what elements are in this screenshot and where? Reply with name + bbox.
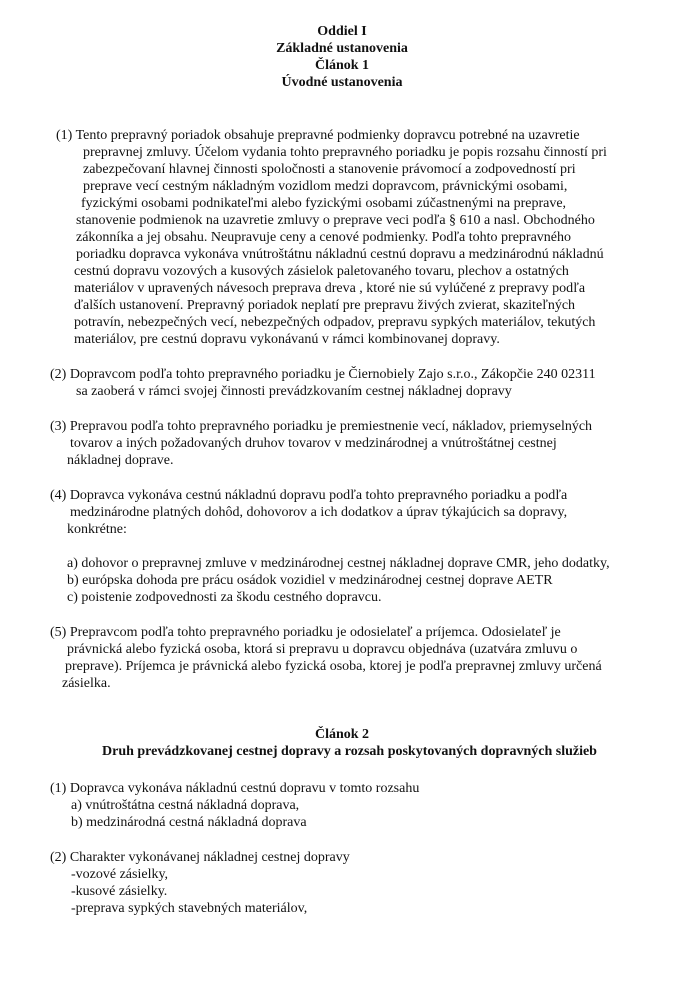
list-item: a) vnútroštátna cestná nákladná doprava, [71,798,300,813]
section-subheading: Základné ustanovenia [276,41,408,56]
article-2-label: Článok 2 [314,727,370,742]
text-line: nákladnej doprave. [67,453,174,468]
text-line: tovarov a iných požadovaných druhov tovarov v medzinárodnej a vnútroštátnej cestnej [70,436,557,451]
text-line: (2) Charakter vykonávanej nákladnej cestnej dopravy [50,850,350,865]
list-item: b) európska dohoda pre prácu osádok vozidiel v medzinárodnej cestnej doprave AETR [67,573,553,588]
text-line: (4) Dopravca vykonáva cestnú nákladnú dopravu podľa tohto prepravného poriadku a podľa [50,488,568,503]
text-line: ďalších ustanovení. Prepravný poriadok neplatí pre prepravu živých zvierat, skaziteľných [74,298,576,313]
text-line: (1) Dopravca vykonáva nákladnú cestnú dopravu v tomto rozsahu [50,781,420,796]
list-item: b) medzinárodná cestná nákladná doprava [71,815,307,830]
list-item: a) dohovor o prepravnej zmluve v medzinárodnej cestnej nákladnej doprave CMR, jeho dodatky, [67,556,610,571]
text-line: materiálov, pre cestnú dopravu vykonávanú v rámci kombinovanej dopravy. [74,332,500,347]
list-item: c) poistenie zodpovednosti za škodu cestného dopravcu. [67,590,382,605]
text-line: stanovenie podmienok na uzavretie zmluvy o preprave veci podľa § 610 a nasl. Obchodného [76,213,595,228]
article-1-label: Článok 1 [314,58,370,73]
list-item: -kusové zásielky. [71,884,168,899]
text-line: právnická alebo fyzická osoba, ktorá si prepravu u dopravcu objednáva (uzatvára zmluvu o [67,642,578,657]
text-line: preprave vecí cestným nákladným vozidlom medzi dopravcom, právnickými osobami, [83,179,568,194]
text-line: potravín, nebezpečných vecí, nebezpečných odpadov, prepravu sypkých materiálov, tekutých [74,315,596,330]
article-1-title: Úvodné ustanovenia [281,75,403,90]
list-item: -preprava sypkých stavebných materiálov, [71,901,308,916]
text-line: fyzickými osobami podnikateľmi alebo fyzickými osobami zúčastnenými na preprave, [81,196,567,211]
text-line: zásielka. [62,676,111,691]
text-line: medzinárodne platných dohôd, dohovorov a ich dodatkov a úprav týkajúcich sa dopravy, [70,505,568,520]
list-item: -vozové zásielky, [71,867,169,882]
article-2-title: Druh prevádzkovanej cestnej dopravy a rozsah poskytovaných dopravných služieb [102,744,597,759]
text-line: zabezpečovaní hlavnej činnosti spoločnosti a stanovenie právomocí a zodpovedností pri [83,162,576,177]
text-line: (5) Prepravcom podľa tohto prepravného poriadku je odosielateľ a príjemca. Odosielateľ je [50,625,561,640]
text-line: zákonníka a jej obsahu. Neupravuje ceny a cenové podmienky. Podľa tohto prepravného [76,230,572,245]
text-line: sa zaoberá v rámci svojej činnosti prevádzkovaním cestnej nákladnej dopravy [76,384,512,399]
text-line: prepravnej zmluvy. Účelom vydania tohto prepravného poriadku je popis rozsahu činností pri [83,145,607,160]
text-line: (2) Dopravcom podľa tohto prepravného poriadku je Čiernobiely Zajo s.r.o., Zákopčie 240 02311 [50,367,596,382]
section-heading: Oddiel I [317,24,367,39]
text-line: (1) Tento prepravný poriadok obsahuje prepravné podmienky dopravcu potrebné na uzavretie [56,128,580,143]
text-line: (3) Prepravou podľa tohto prepravného poriadku je premiestnenie vecí, nákladov, priemyselných [50,419,593,434]
text-line: konkrétne: [67,522,127,537]
text-line: preprave). Príjemca je právnická alebo fyzická osoba, ktorej je podľa prepravnej zmluvy určená [65,659,602,674]
text-line: poriadku dopravca vykonáva vnútroštátnu nákladnú cestnú dopravu a medzinárodnú nákladnú [76,247,604,262]
text-line: materiálov v upravených návesoch preprava dreva , ktoré nie sú vylúčené z prepravy podľa [74,281,586,296]
text-line: cestnú dopravu vozových a kusových zásielok paletovaného tovaru, plechov a ostatných [74,264,569,279]
